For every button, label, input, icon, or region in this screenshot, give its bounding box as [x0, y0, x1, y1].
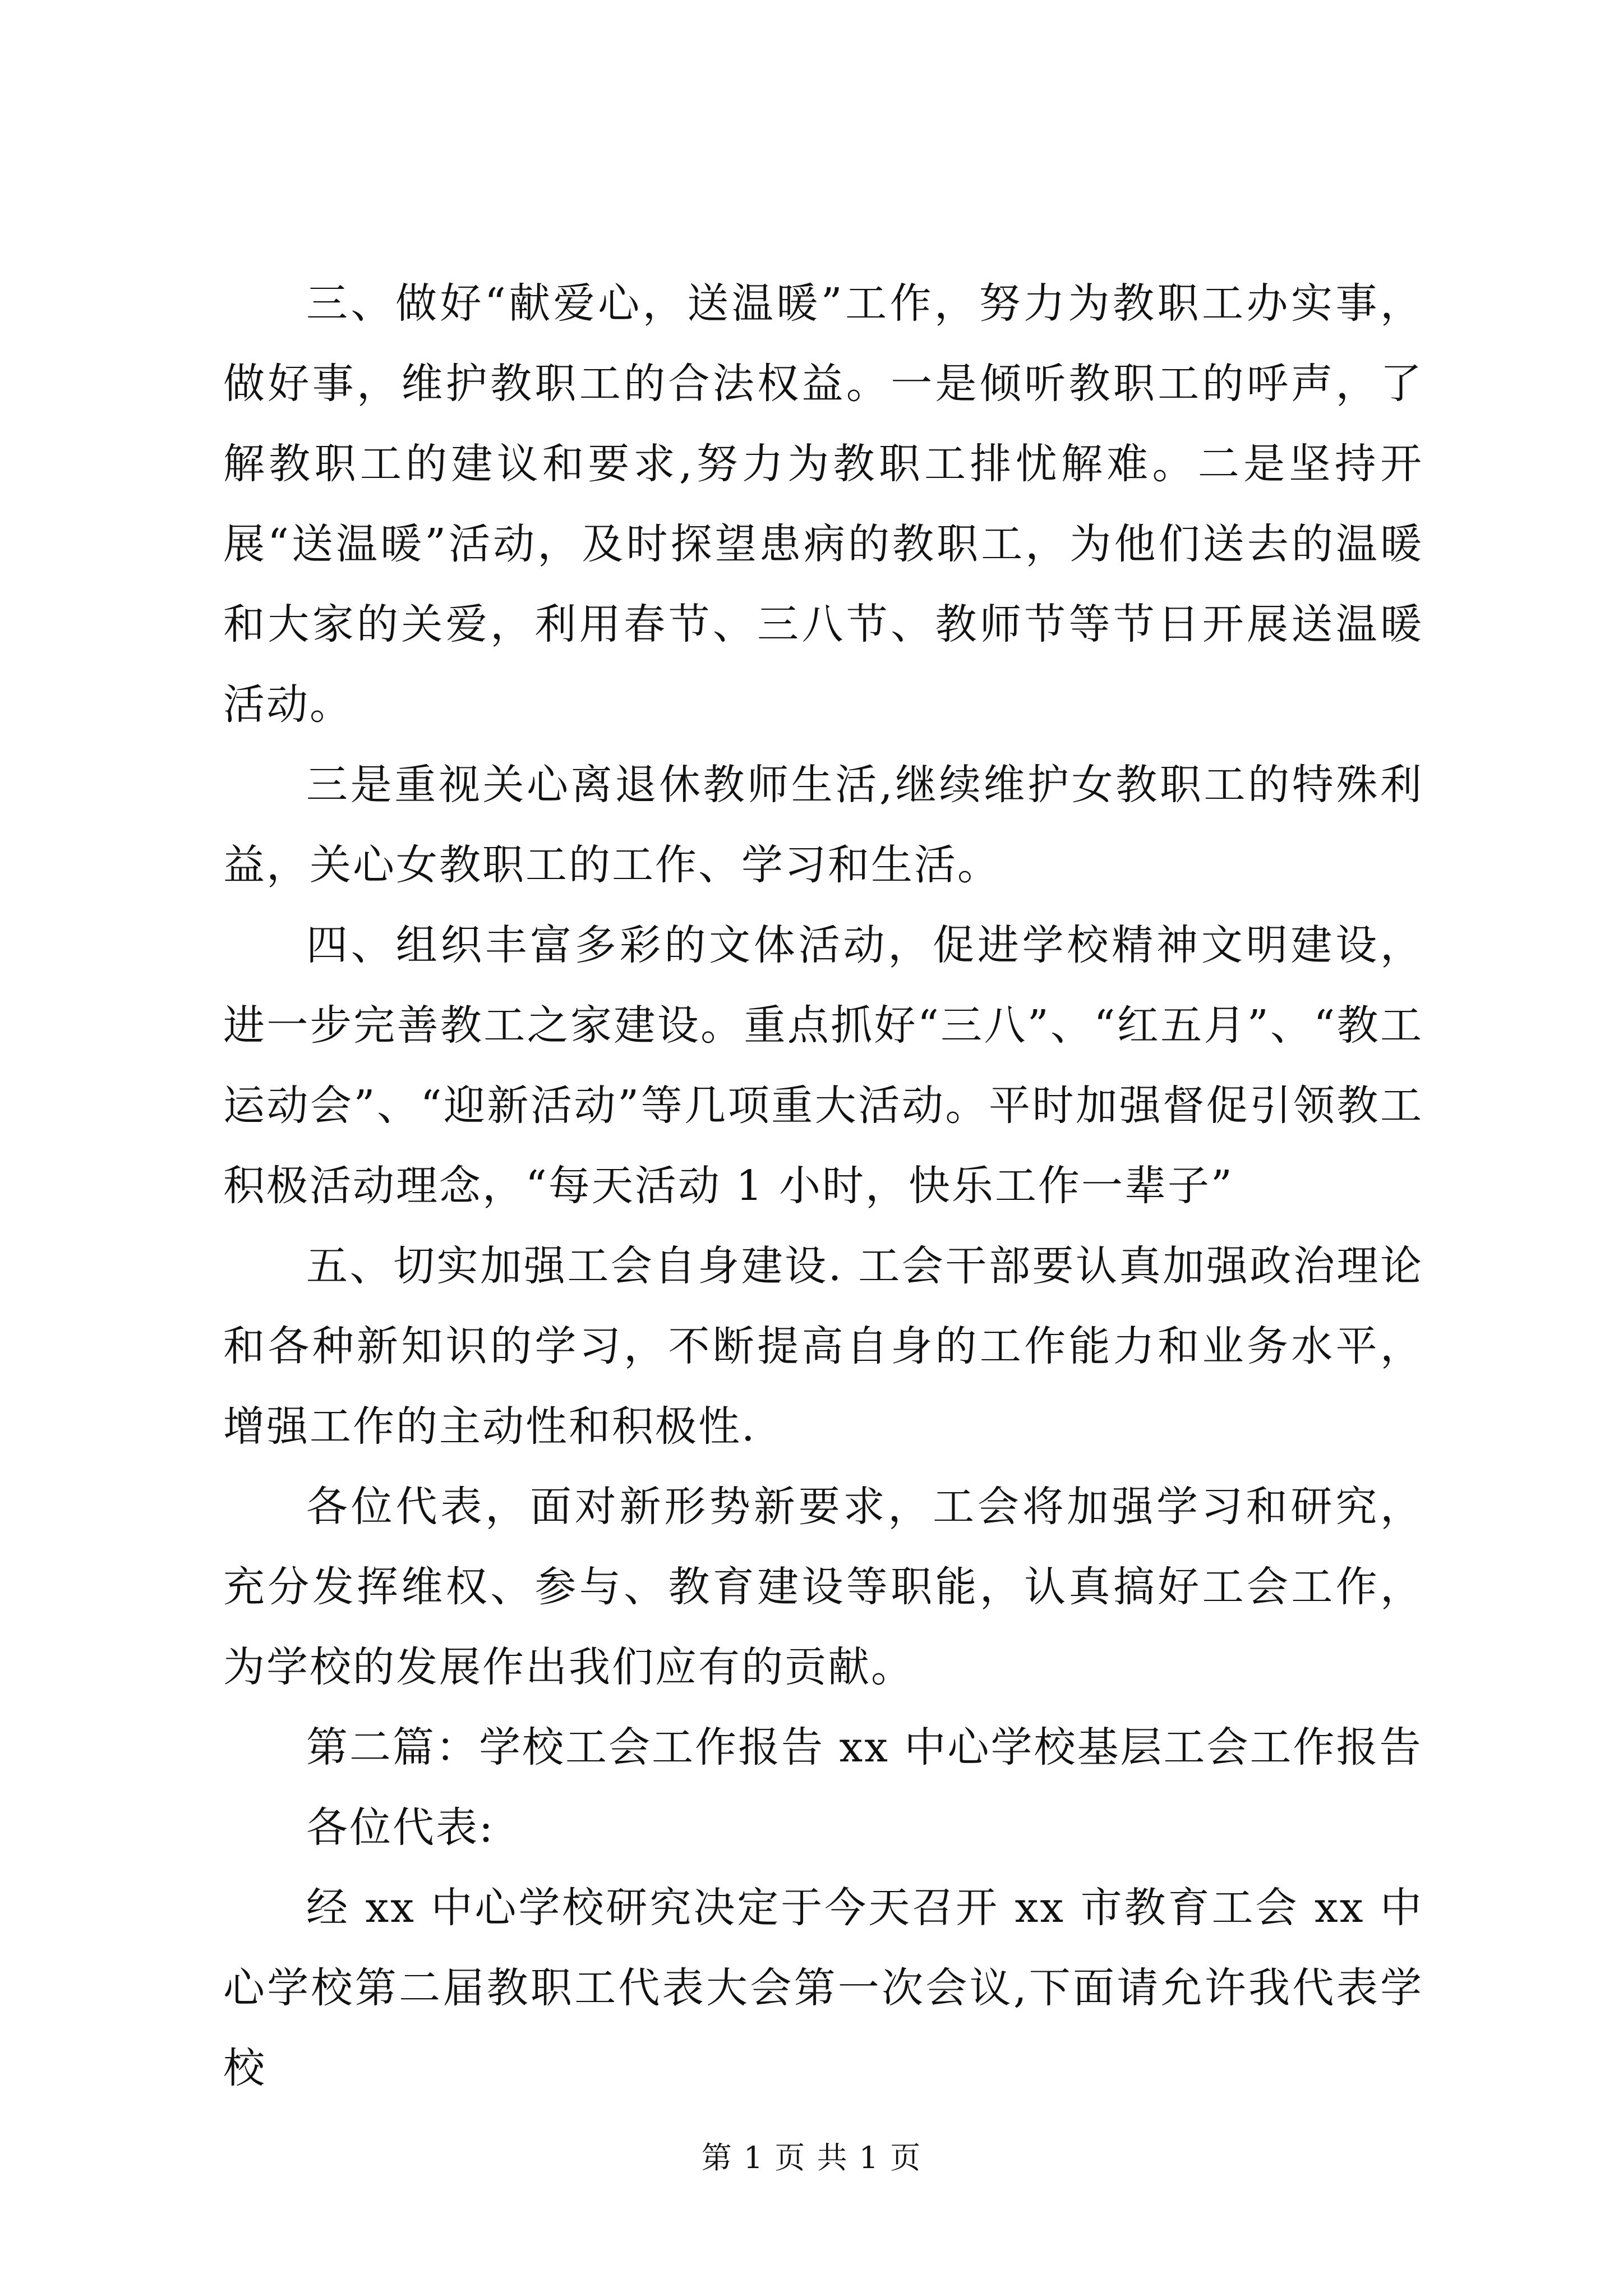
paragraph-salutation: 各位代表:: [306, 1803, 495, 1852]
paragraph-second-article-title: 第二篇：学校工会工作报告 xx 中心学校基层工会工作报告: [306, 1723, 1423, 1772]
paragraph-closing-remarks: 各位代表，面对新形势新要求，工会将加强学习和研究，充分发挥维权、参与、教育建设等职能，认真搞好工会工作，为学校的发展作出我们应有的贡献。: [223, 1483, 1423, 1691]
document-body: [223, 264, 1423, 2109]
paragraph-section-four: 四、组织丰富多彩的文体活动，促进学校精神文明建设，进一步完善教工之家建设。重点抓好“三八”、“红五月”、“教工运动会”、“迎新活动”等几项重大活动。平时加强督促引领教工积极活动理念，“每天活动 1 小时，快乐工作一辈子”: [223, 921, 1423, 1210]
paragraph-opening: 经 xx 中心学校研究决定于今天召开 xx 市教育工会 xx 中心学校第二届教职工代表大会第一次会议,下面请允许我代表学校: [223, 1884, 1423, 2092]
paragraph-section-three: 三、做好“献爱心，送温暖”工作，努力为教职工办实事，做好事，维护教职工的合法权益。一是倾听教职工的呼声，了解教职工的建议和要求,努力为教职工排忧解难。二是坚持开展“送温暖”活动，及时探望患病的教职工，为他们送去的温暖和大家的关爱，利用春节、三八节、教师节等节日开展送温暖活动。: [223, 279, 1423, 729]
page-number-footer: 第 1 页 共 1 页: [701, 2140, 922, 2175]
paragraph-retired-teachers: 三是重视关心离退休教师生活,继续维护女教职工的特殊利益，关心女教职工的工作、学习和生活。: [223, 761, 1423, 889]
paragraph-section-five: 五、切实加强工会自身建设. 工会干部要认真加强政治理论和各种新知识的学习，不断提高自身的工作能力和业务水平，增强工作的主动性和积极性.: [223, 1242, 1423, 1451]
